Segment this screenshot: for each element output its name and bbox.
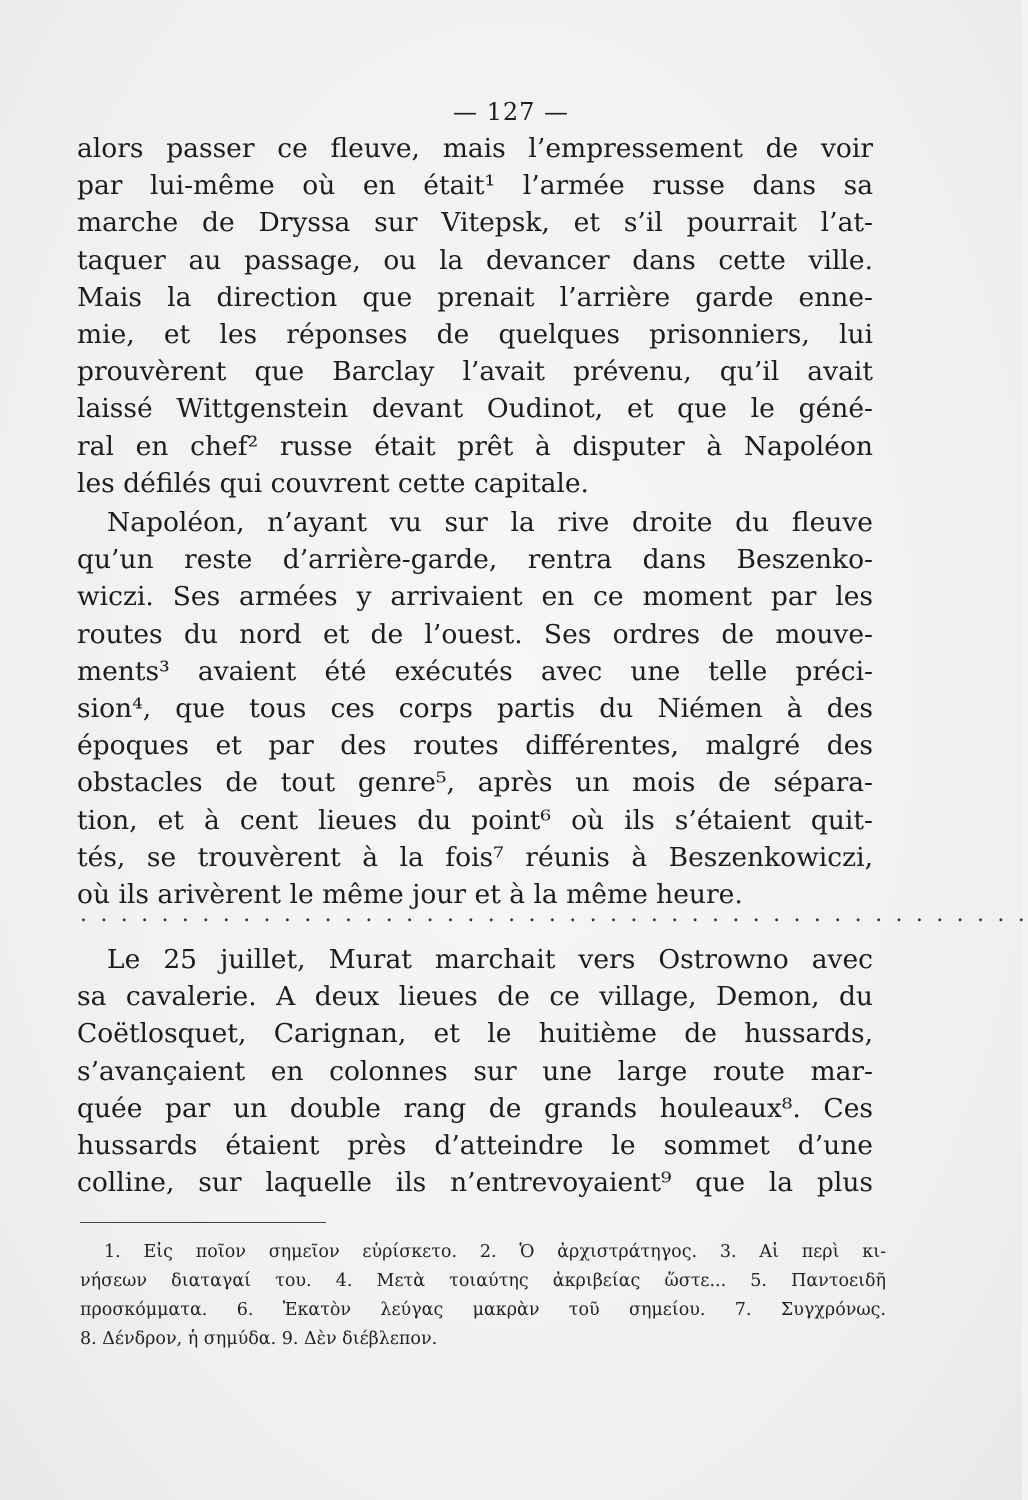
text-line: Coëtlosquet, Carignan, et le huitième de hussards, — [77, 1018, 873, 1050]
text-line: sion⁴, que tous ces corps partis du Niémen à des — [77, 692, 873, 724]
text-line: hussards étaient près d’atteindre le sommet d’une — [77, 1129, 873, 1161]
text-line: wiczi. Ses armées y arrivaient en ce moment par les — [77, 581, 873, 613]
paragraph-3 — [77, 941, 873, 1201]
text-line: ral en chef² russe était prêt à disputer à Napoléon — [77, 430, 873, 462]
text-line: alors passer ce fleuve, mais l’empressement de voir — [77, 133, 873, 164]
text-line: laissé Wittgenstein devant Oudinot, et que le géné- — [77, 393, 873, 425]
paragraph-2 — [77, 504, 873, 913]
text-line: tés, se trouvèrent à la fois⁷ réunis à Beszenkowiczi, — [77, 841, 873, 873]
text-line: les défilés qui couvrent cette capitale. — [77, 467, 589, 499]
text-line: taquer au passage, ou la devancer dans cette ville. — [77, 244, 873, 276]
section-separator: . . . . . . . . . . . . . . . . . . . . . . . . . . . . . . . . . . . . . . . . . . . . . . . — [80, 902, 1028, 927]
text-line: par lui-même où en était¹ l’armée russe dans sa — [77, 170, 873, 202]
text-line: ments³ avaient été exécutés avec une telle préci- — [77, 655, 873, 687]
footnote-line: νήσεων διαταγαί του. 4. Μετὰ τοιαύτης ἀκριβείας ὥστε... 5. Παντοειδῆ — [80, 1271, 886, 1291]
text-line: Napoléon, n’ayant vu sur la rive droite du fleuve — [107, 507, 873, 538]
text-line: prouvèrent que Barclay l’avait prévenu, qu’il avait — [77, 356, 873, 388]
text-line: Le 25 juillet, Murat marchait vers Ostrowno avec — [107, 944, 873, 975]
text-line: Mais la direction que prenait l’arrière garde enne- — [77, 281, 873, 313]
footnote-line: 1. Εἰς ποῖον σημεῖον εὑρίσκετο. 2. Ὁ ἀρχιστράτηγος. 3. Αἱ περὶ κι- — [104, 1242, 886, 1262]
text-line: colline, sur laquelle ils n’entrevoyaient⁹ que la plus — [77, 1167, 873, 1199]
page-number-header: — 127 — — [452, 98, 570, 126]
text-line: s’avançaient en colonnes sur une large route mar- — [77, 1055, 873, 1087]
text-line: routes du nord et de l’ouest. Ses ordres de mouve- — [77, 618, 873, 650]
footnote-line: 8. Δένδρον, ἡ σημύδα. 9. Δὲν διέβλεπον. — [80, 1329, 438, 1349]
footnote-rule — [80, 1222, 326, 1223]
footnote-line: προσκόμματα. 6. Ἑκατὸν λεύγας μακρὰν τοῦ σημείου. 7. Συγχρόνως. — [80, 1300, 886, 1320]
text-line: marche de Dryssa sur Vitepsk, et s’il pourrait l’at- — [77, 207, 873, 239]
text-line: qu’un reste d’arrière-garde, rentra dans Beszenko- — [77, 544, 873, 576]
paragraph-1 — [77, 130, 873, 502]
text-line: obstacles de tout genre⁵, après un mois de sépara- — [77, 767, 873, 799]
text-line: où ils arivèrent le même jour et à la même heure. — [77, 878, 743, 910]
text-line: tion, et à cent lieues du point⁶ où ils s’étaient quit- — [77, 804, 873, 836]
text-line: sa cavalerie. A deux lieues de ce village, Demon, du — [77, 981, 873, 1013]
text-line: quée par un double rang de grands houleaux⁸. Ces — [77, 1092, 873, 1124]
footnotes — [80, 1238, 886, 1354]
text-line: époques et par des routes différentes, malgré des — [77, 730, 873, 762]
text-line: mie, et les réponses de quelques prisonniers, lui — [77, 318, 873, 350]
